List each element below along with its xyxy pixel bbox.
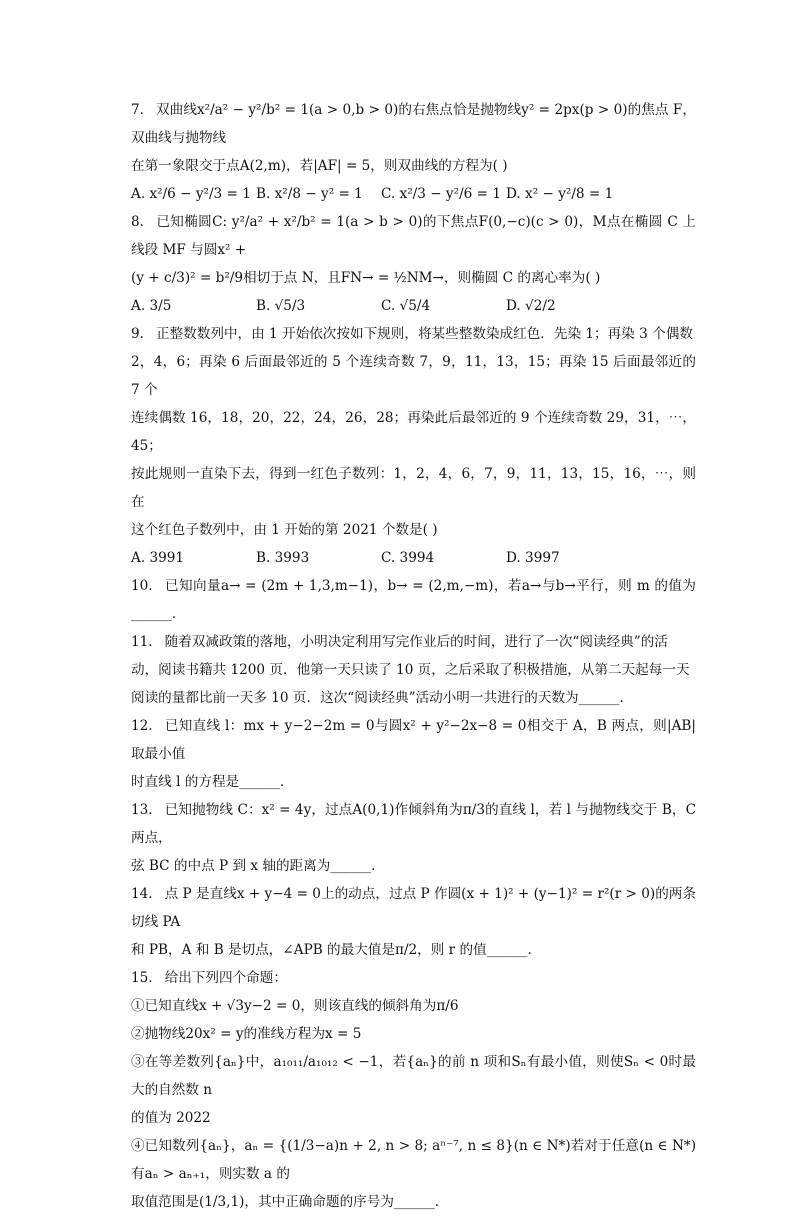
- question-number: 11.: [131, 634, 153, 650]
- option-d[interactable]: D. 3997: [506, 550, 560, 566]
- question-14: [131, 880, 696, 964]
- question-line: [131, 572, 696, 628]
- option-a[interactable]: A. x²/6 − y²/3 = 1: [131, 186, 251, 202]
- proposition-2: ②抛物线20x² = y的准线方程为x = 5: [131, 1026, 362, 1042]
- options-row: [131, 544, 696, 572]
- question-number: 14.: [131, 886, 153, 902]
- option-b[interactable]: B. 3993: [256, 550, 310, 566]
- question-10: [131, 572, 696, 628]
- question-line: 连续偶数 16，18，20，22，24，26，28；再染此后最邻近的 9 个连续奇数 29，31，⋯，45；: [131, 410, 696, 454]
- question-line: [131, 712, 696, 768]
- question-number: 15.: [131, 970, 153, 986]
- option-a[interactable]: A. 3991: [131, 550, 185, 566]
- option-a[interactable]: A. 3/5: [131, 298, 172, 314]
- question-number: 12.: [131, 718, 153, 734]
- question-line: 按此规则一直染下去，得到一红色子数列：1，2，4，6，7，9，11，13，15，16，⋯，则在: [131, 466, 696, 510]
- question-text: 给出下列四个命题：: [164, 970, 287, 986]
- question-15: [131, 964, 696, 1216]
- question-line: 2，4，6；再染 6 后面最邻近的 5 个连续奇数 7，9，11，13，15；再染 15 后面最邻近的 7 个: [131, 354, 696, 398]
- question-line: [131, 880, 696, 936]
- question-number: 8.: [131, 214, 144, 230]
- option-c[interactable]: C. √5/4: [381, 298, 431, 314]
- question-text: 已知椭圆C: y²/a² + x²/b² = 1(a > b > 0)的下焦点F(0,−c)(c > 0)，M点在椭圆 C 上线段 MF 与圆x² +: [131, 214, 696, 258]
- question-line: (y + c/3)² = b²/9相切于点 N，且FN→ = ½NM→，则椭圆 C 的离心率为( ): [131, 270, 601, 286]
- option-b[interactable]: B. √5/3: [256, 298, 306, 314]
- question-text: 点 P 是直线x + y−4 = 0上的动点，过点 P 作圆(x + 1)² + (y−1)² = r²(r > 0)的两条切线 PA: [131, 886, 696, 930]
- exam-page: [131, 96, 696, 1216]
- question-line: 和 PB，A 和 B 是切点，∠APB 的最大值是π/2，则 r 的值______.: [131, 942, 532, 958]
- question-text: 双曲线x²/a² − y²/b² = 1(a > 0,b > 0)的右焦点恰是抛物线y² = 2px(p > 0)的焦点 F，双曲线与抛物线: [131, 102, 696, 146]
- question-line: [131, 208, 696, 264]
- question-line: [131, 96, 696, 152]
- question-13: [131, 796, 696, 880]
- question-number: 10.: [131, 578, 153, 594]
- option-d[interactable]: D. √2/2: [506, 298, 556, 314]
- question-text: 已知向量a→ = (2m + 1,3,m−1)，b→ = (2,m,−m)，若a→与b→平行，则 m 的值为______.: [131, 578, 696, 622]
- question-line: 阅读的量都比前一天多 10 页．这次“阅读经典”活动小明一共进行的天数为______.: [131, 690, 624, 706]
- question-line: 动，阅读书籍共 1200 页．他第一天只读了 10 页，之后采取了积极措施，从第二天起每一天: [131, 662, 690, 678]
- question-line: 在第一象限交于点A(2,m)，若|AF| = 5，则双曲线的方程为( ): [131, 158, 508, 174]
- option-b[interactable]: B. x²/8 − y² = 1: [256, 186, 363, 202]
- question-number: 9.: [131, 326, 144, 342]
- option-c[interactable]: C. x²/3 − y²/6 = 1: [381, 186, 501, 202]
- options-row: [131, 180, 696, 208]
- option-c[interactable]: C. 3994: [381, 550, 435, 566]
- question-line: [131, 796, 696, 852]
- question-line: 取值范围是(1/3,1)，其中正确命题的序号为______.: [131, 1194, 440, 1210]
- question-11: [131, 628, 696, 712]
- question-line: [131, 628, 696, 656]
- question-text: 已知直线 l：mx + y−2−2m = 0与圆x² + y²−2x−8 = 0相交于 A，B 两点，则|AB|取最小值: [131, 718, 696, 762]
- proposition-3: ③在等差数列{aₙ}中，a₁₀₁₁/a₁₀₁₂ < −1，若{aₙ}的前 n 项和Sₙ有最小值，则使Sₙ < 0时最大的自然数 n: [131, 1054, 696, 1098]
- question-text: 已知抛物线 C：x² = 4y，过点A(0,1)作倾斜角为π/3的直线 l，若 l 与抛物线交于 B，C 两点，: [131, 802, 696, 846]
- question-number: 13.: [131, 802, 153, 818]
- question-line: [131, 964, 696, 992]
- options-row: [131, 292, 696, 320]
- proposition-4: ④已知数列{aₙ}，aₙ = {(1/3−a)n + 2, n > 8; aⁿ⁻⁷, n ≤ 8}(n ∈ N*)若对于任意(n ∈ N*)有aₙ > aₙ₊₁，则实数 a 的: [131, 1138, 696, 1182]
- proposition-1: ①已知直线x + √3y−2 = 0，则该直线的倾斜角为π/6: [131, 998, 459, 1014]
- question-line: [131, 320, 696, 348]
- question-text: 随着双减政策的落地，小明决定利用写完作业后的时间，进行了一次“阅读经典”的活: [164, 634, 668, 650]
- proposition-3-cont: 的值为 2022: [131, 1110, 211, 1126]
- question-line: 时直线 l 的方程是______.: [131, 774, 285, 790]
- question-7: [131, 96, 696, 208]
- question-8: [131, 208, 696, 320]
- option-d[interactable]: D. x² − y²/8 = 1: [506, 186, 614, 202]
- question-12: [131, 712, 696, 796]
- question-line: 弦 BC 的中点 P 到 x 轴的距离为______.: [131, 858, 376, 874]
- question-line: 这个红色子数列中，由 1 开始的第 2021 个数是( ): [131, 522, 438, 538]
- question-number: 7.: [131, 102, 144, 118]
- question-text: 正整数数列中，由 1 开始依次按如下规则，将某些整数染成红色．先染 1；再染 3 个偶数: [155, 326, 693, 342]
- question-9: [131, 320, 696, 572]
